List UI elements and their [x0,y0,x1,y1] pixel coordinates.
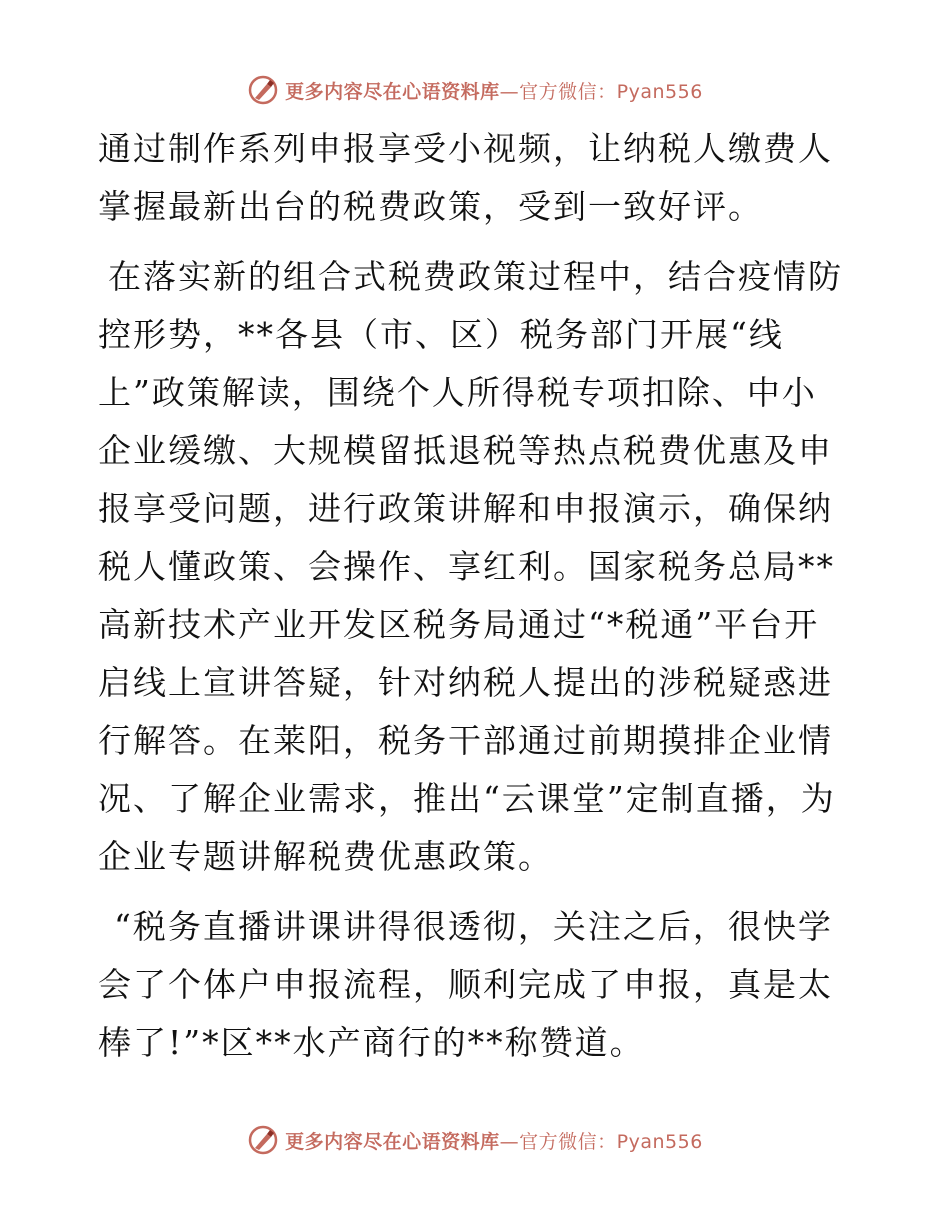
pen-logo-icon [247,74,279,106]
header-watermark [0,70,950,110]
paragraph-1: 通过制作系列申报享受小视频，让纳税人缴费人掌握最新出台的税费政策，受到一致好评。 [98,129,833,226]
footer-watermark [0,1120,950,1160]
document-body [98,120,850,1072]
paragraph-3: “税务直播讲课讲得很透彻，关注之后，很快学会了个体户申报流程，顺利完成了申报，真是太棒了!”*区**水产商行的**称赞道。 [98,907,833,1062]
pen-logo-icon [247,1124,279,1156]
watermark-text: 更多内容尽在心语资料库—官方微信：Pyan556 [285,80,703,103]
watermark-text: 更多内容尽在心语资料库—官方微信：Pyan556 [285,1130,703,1153]
paragraph-2: 在落实新的组合式税费政策过程中，结合疫情防控形势，**各县（市、区）税务部门开展“线上”政策解读，围绕个人所得税专项扣除、中小企业缓缴、大规模留抵退税等热点税费优惠及申报享受问题，进行政策讲解和申报演示，确保纳税人懂政策、会操作、享红利。国家税务总局**高新技术产业开发区税务局通过“*税通”平台开启线上宣讲答疑，针对纳税人提出的涉税疑惑进行解答。在莱阳，税务干部通过前期摸排企业情况、了解企业需求，推出“云课堂”定制直播，为企业专题讲解税费优惠政策。 [98,257,843,876]
